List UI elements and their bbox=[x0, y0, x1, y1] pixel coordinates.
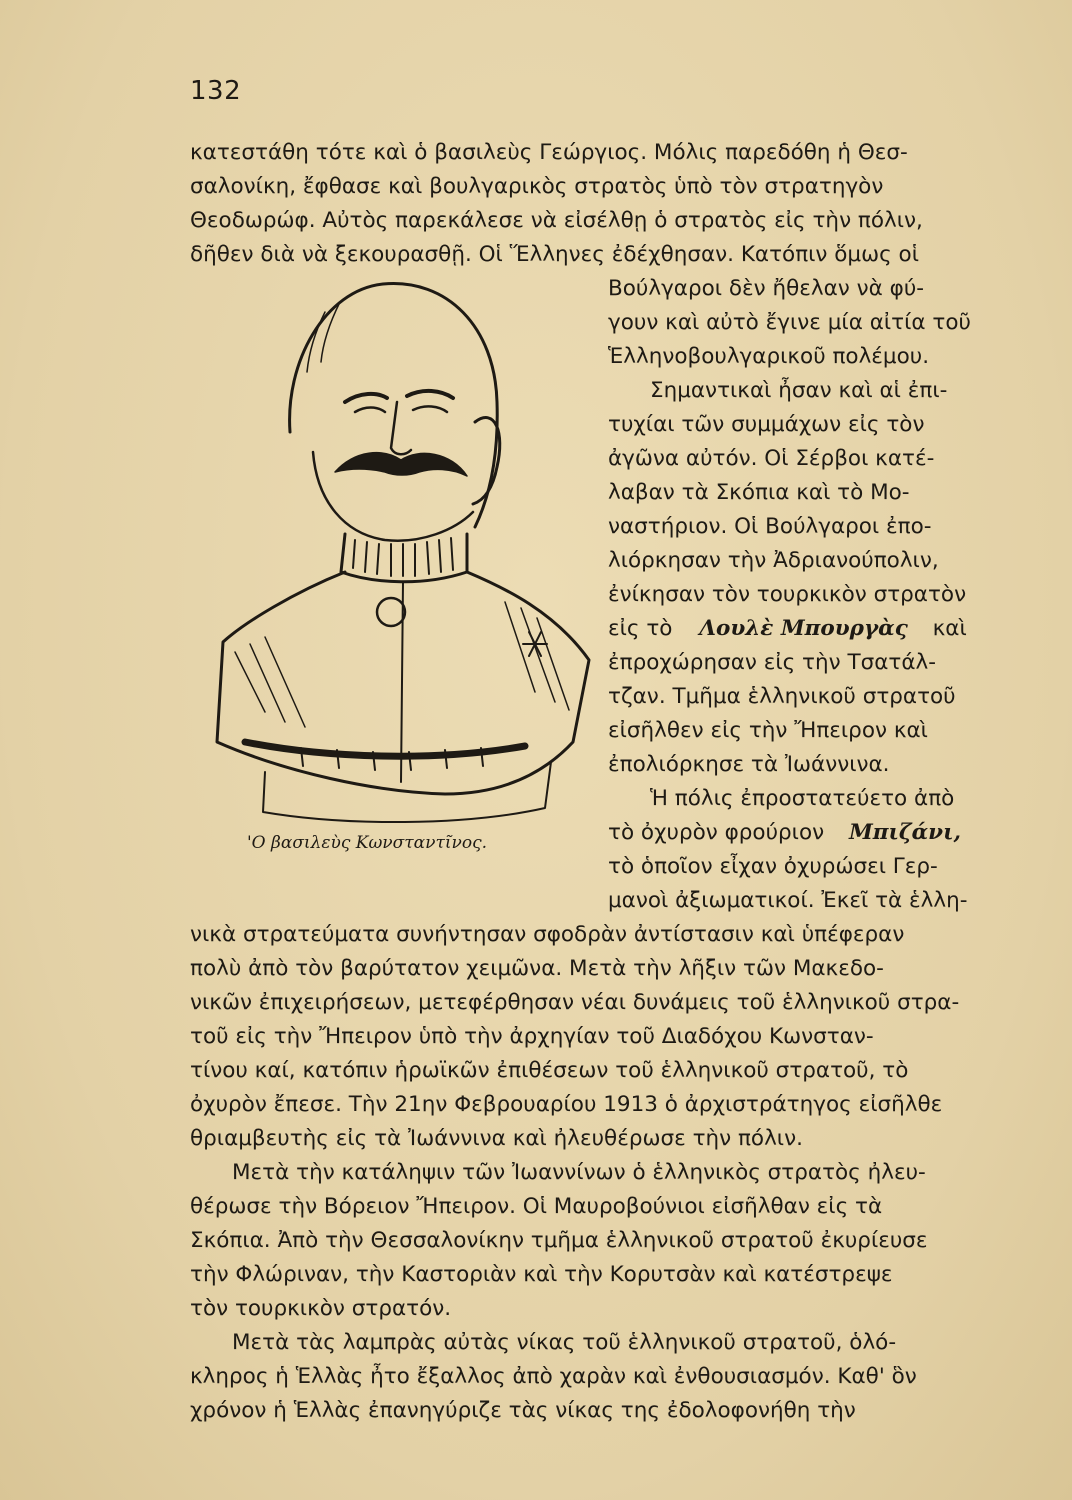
text-line: τοῦ εἰς τὴν Ἤπειρον ὑπὸ τὴν ἀρχηγίαν τοῦ Διαδόχου Κωνσταν- bbox=[190, 1024, 874, 1049]
text-line: Ἑλληνοβουλγαρικοῦ πολέμου. bbox=[608, 344, 930, 369]
left-eye bbox=[355, 408, 385, 413]
text-line: ἀγῶνα αὐτόν. Οἱ Σέρβοι κατέ- bbox=[608, 446, 935, 471]
text-line: τὸν τουρκικὸν στρατόν. bbox=[190, 1296, 452, 1321]
text-line: χρόνον ἡ Ἑλλὰς ἐπανηγύριζε τὰς νίκας της ἐδολοφονήθη τὴν bbox=[190, 1398, 856, 1423]
text-line bbox=[608, 822, 961, 844]
emphasis-place-name: Λουλὲ Μπουργὰς bbox=[699, 616, 908, 641]
text-line: θριαμβευτὴς εἰς τὰ Ἰωάννινα καὶ ἠλευθέρωσε τὴν πόλιν. bbox=[190, 1126, 803, 1151]
text-line: Ἡ πόλις ἐπροστατεύετο ἀπὸ bbox=[650, 786, 955, 811]
text-line: τίνου καί, κατόπιν ἡρωϊκῶν ἐπιθέσεων τοῦ ἑλληνικοῦ στρατοῦ, τὸ bbox=[190, 1058, 909, 1083]
uniform-buttons-line bbox=[401, 582, 403, 782]
text-fragment: τὸ ὀχυρὸν φρούριον bbox=[608, 820, 825, 845]
right-eye bbox=[413, 406, 447, 412]
page-number: 132 bbox=[190, 76, 242, 106]
text-line: γουν καὶ αὐτὸ ἔγινε μία αἰτία τοῦ bbox=[608, 310, 971, 335]
mustache bbox=[335, 453, 467, 476]
text-line: νικὰ στρατεύματα συνήντησαν σφοδρὰν ἀντίστασιν καὶ ὑπέφεραν bbox=[190, 922, 905, 947]
text-line: κατεστάθη τότε καὶ ὁ βασιλεὺς Γεώργιος. Μόλις παρεδόθη ἡ Θεσ- bbox=[190, 140, 908, 165]
sash bbox=[245, 742, 525, 756]
text-line: ἐπολιόρκησε τὰ Ἰωάννινα. bbox=[608, 752, 890, 777]
text-line: τζαν. Τμῆμα ἑλληνικοῦ στρατοῦ bbox=[608, 684, 956, 709]
text-line: Βούλγαροι δὲν ἤθελαν νὰ φύ- bbox=[608, 276, 925, 301]
text-line: κληρος ἡ Ἑλλὰς ἦτο ἔξαλλος ἀπὸ χαρὰν καὶ ἐνθουσιασμόν. Καθ' ὃν bbox=[190, 1364, 917, 1389]
right-brow bbox=[407, 391, 453, 398]
text-line: ὀχυρὸν ἔπεσε. Τὴν 21ην Φεβρουαρίου 1913 ὁ ἀρχιστράτηγος εἰσῆλθε bbox=[190, 1092, 943, 1117]
text-line: Θεοδωρώφ. Αὐτὸς παρεκάλεσε νὰ εἰσέλθῃ ὁ στρατὸς εἰς τὴν πόλιν, bbox=[190, 208, 923, 233]
collar-stripes bbox=[353, 538, 453, 576]
portrait-caption: 'Ο βασιλεὺς Κωνσταντῖνος. bbox=[247, 833, 488, 853]
text-line: Μετὰ τὴν κατάληψιν τῶν Ἰωαννίνων ὁ ἑλληνικὸς στρατὸς ἠλευ- bbox=[232, 1160, 926, 1185]
text-line: Σημαντικαὶ ἦσαν καὶ αἱ ἐπι- bbox=[650, 378, 948, 403]
text-fragment: καὶ bbox=[932, 616, 967, 641]
text-line: θέρωσε τὴν Βόρειον Ἤπειρον. Οἱ Μαυροβούνιοι εἰσῆλθαν εἰς τὰ bbox=[190, 1194, 883, 1219]
text-line: Μετὰ τὰς λαμπρὰς αὐτὰς νίκας τοῦ ἑλληνικοῦ στρατοῦ, ὁλό- bbox=[232, 1330, 897, 1355]
left-brow bbox=[345, 394, 387, 402]
text-line: δῆθεν διὰ νὰ ξεκουρασθῇ. Οἱ Ἕλληνες ἐδέχθησαν. Κατόπιν ὅμως οἱ bbox=[190, 242, 919, 267]
text-line: ἐπροχώρησαν εἰς τὴν Τσατάλ- bbox=[608, 650, 937, 675]
text-line: νικῶν ἐπιχειρήσεων, μετεφέρθησαν νέαι δυνάμεις τοῦ ἑλληνικοῦ στρα- bbox=[190, 990, 960, 1015]
text-fragment: εἰς τὸ bbox=[608, 616, 673, 641]
text-line: Σκόπια. Ἀπὸ τὴν Θεσσαλονίκην τμῆμα ἑλληνικοῦ στρατοῦ ἐκυρίευσε bbox=[190, 1228, 928, 1253]
text-line: λαβαν τὰ Σκόπια καὶ τὸ Μο- bbox=[608, 480, 910, 505]
text-line: ναστήριον. Οἱ Βούλγαροι ἐπο- bbox=[608, 514, 932, 539]
text-line: σαλονίκη, ἔφθασε καὶ βουλγαρικὸς στρατὸς ὑπὸ τὸν στρατηγὸν bbox=[190, 174, 884, 199]
text-line: εἰσῆλθεν εἰς τὴν Ἤπειρον καὶ bbox=[608, 718, 928, 743]
text-line: τυχίαι τῶν συμμάχων εἰς τὸν bbox=[608, 412, 925, 437]
text-line: τὴν Φλώριναν, τὴν Καστοριὰν καὶ τὴν Κορυτσὰν καὶ κατέστρεψε bbox=[190, 1262, 893, 1287]
nose bbox=[391, 402, 411, 454]
text-line bbox=[608, 618, 967, 640]
text-line: τὸ ὁποῖον εἶχαν ὀχυρώσει Γερ- bbox=[608, 854, 938, 879]
text-line: ἐνίκησαν τὸν τουρκικὸν στρατὸν bbox=[608, 582, 967, 607]
text-line: λιόρκησαν τὴν Ἀδριανούπολιν, bbox=[608, 548, 939, 573]
text-line: μανοὶ ἀξιωματικοί. Ἐκεῖ τὰ ἑλλη- bbox=[608, 888, 968, 913]
epaulette bbox=[377, 598, 405, 626]
emphasis-place-name: Μπιζάνι, bbox=[848, 820, 961, 845]
portrait-illustration bbox=[205, 272, 600, 837]
text-line: πολὺ ἀπὸ τὸν βαρύτατον χειμῶνα. Μετὰ τὴν λῆξιν τῶν Μακεδο- bbox=[190, 956, 884, 981]
